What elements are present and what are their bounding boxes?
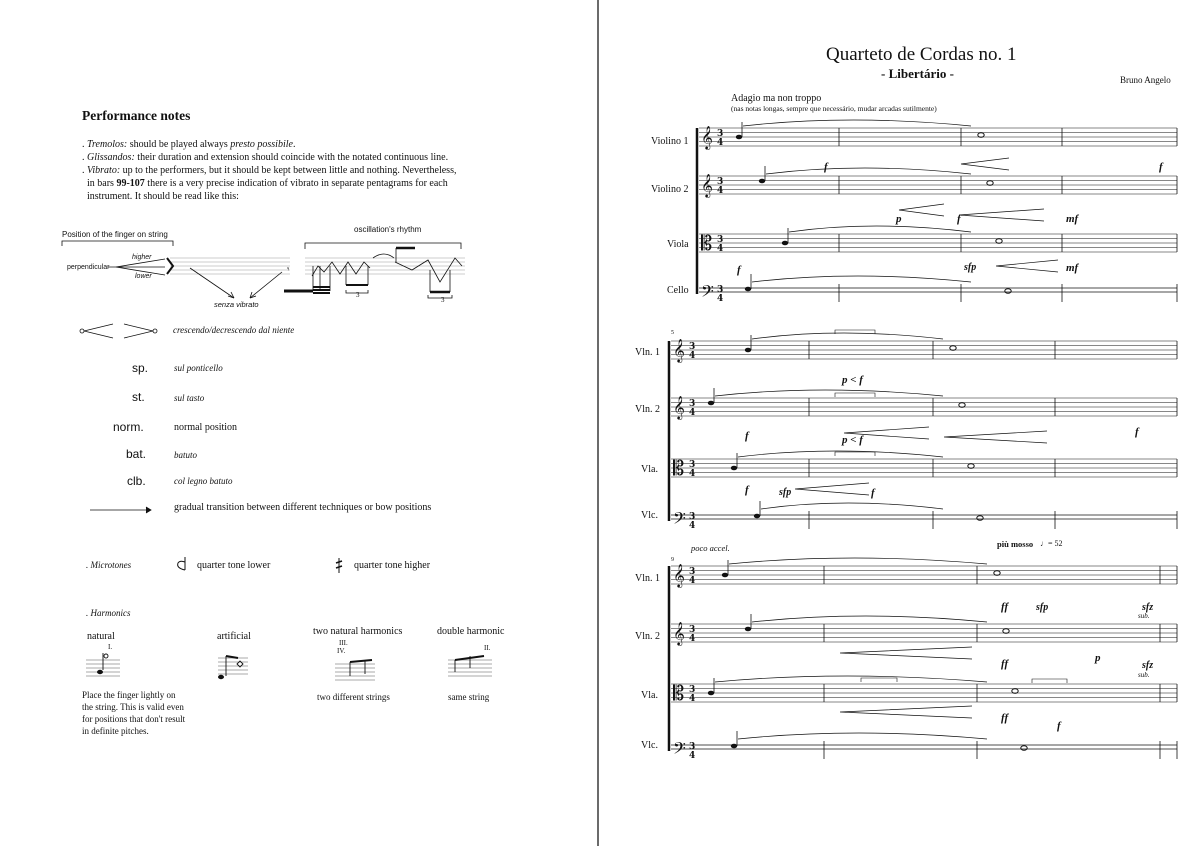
- harmonic-two-natural-roman-b: IV.: [337, 647, 346, 655]
- note-vibrato-line2: in bars 99-107 there is a very precise indication of vibrato in separate pentagrams for each: [87, 178, 448, 189]
- time-signature: 3: [717, 129, 724, 139]
- technique-abbr-st: st.: [132, 390, 145, 404]
- clef-icon: 𝄡: [673, 456, 685, 480]
- dyn-sfp-3: sfp: [1036, 602, 1049, 613]
- time-signature: 4: [717, 244, 724, 254]
- time-signature: 4: [689, 634, 696, 644]
- dyn-p-1: p: [896, 213, 902, 225]
- slur: [766, 168, 971, 174]
- time-signature: 4: [717, 138, 724, 148]
- dyn-f-3: f: [957, 213, 961, 225]
- technique-desc-st: sul tasto: [174, 393, 205, 403]
- note-head: [745, 348, 751, 353]
- time-signature: 3: [689, 512, 696, 522]
- harmonic-two-natural-caption: two different strings: [317, 692, 390, 702]
- dyn-f-6: f: [1135, 426, 1139, 438]
- hairpin: [899, 204, 944, 216]
- note-head: [987, 181, 993, 186]
- hairpin: [840, 647, 972, 659]
- time-signature: 3: [689, 567, 696, 577]
- technique-abbr-clb: clb.: [127, 474, 146, 488]
- harmonics-label: . Harmonics: [86, 608, 131, 618]
- note-head: [754, 514, 760, 519]
- diagram-perpendicular: perpendicular: [67, 264, 110, 271]
- instrument-vla-sys2: Vla.: [641, 464, 658, 475]
- svg-text:𝄾: 𝄾: [287, 265, 290, 275]
- note-head: [736, 135, 742, 140]
- microtone-higher-desc: quarter tone higher: [354, 560, 431, 571]
- dyn-pf-1: p < f: [842, 374, 863, 386]
- instrument-vln1-sys2: Vln. 1: [635, 347, 660, 358]
- diagram-triplet-1: 3: [356, 291, 360, 299]
- time-signature: 4: [717, 186, 724, 196]
- triplet-bracket: [1032, 679, 1067, 683]
- clef-icon: 𝄡: [701, 231, 713, 255]
- dyn-sfz-2: sfz: [1142, 660, 1154, 671]
- note-head: [759, 179, 765, 184]
- time-signature: 3: [689, 625, 696, 635]
- note-head: [745, 627, 751, 632]
- harmonic-double-roman: II.: [484, 644, 491, 652]
- tempo-change: più mosso: [997, 539, 1034, 549]
- hairpin: [996, 260, 1058, 272]
- dyn-p-2: p: [1095, 652, 1101, 664]
- harmonic-artificial-label: artificial: [217, 631, 251, 642]
- accel-marking: poco accel.: [691, 543, 730, 553]
- time-signature: 3: [689, 742, 696, 752]
- clef-icon: 𝄞: [701, 125, 713, 149]
- note-head: [731, 744, 737, 749]
- slur: [715, 676, 987, 682]
- instrument-violino-1: Violino 1: [651, 136, 689, 147]
- slur: [715, 390, 943, 396]
- triplet-bracket: [835, 452, 875, 456]
- technique-abbr-norm: norm.: [113, 420, 144, 434]
- dyn-sub-2: sub.: [1138, 671, 1150, 679]
- note-vibrato-line3: instrument. It should be read like this:: [87, 191, 239, 202]
- microtone-lower-desc: quarter tone lower: [197, 560, 271, 571]
- clef-icon: 𝄢: [673, 508, 686, 532]
- slur: [752, 333, 943, 339]
- measure-number-9: 9: [671, 557, 674, 563]
- hairpin: [844, 427, 929, 439]
- instrument-vlc-sys3: Vlc.: [641, 740, 658, 751]
- clef-icon: 𝄞: [673, 563, 685, 587]
- time-signature: 4: [689, 521, 696, 531]
- technique-desc-norm: normal position: [174, 422, 238, 433]
- harmonic-two-natural-label: two natural harmonics: [313, 626, 403, 637]
- instrument-cello: Cello: [667, 285, 689, 296]
- dyn-ff-1: ff: [1001, 601, 1009, 613]
- hairpin: [961, 158, 1009, 170]
- dyn-f-2: f: [1159, 161, 1163, 173]
- diagram-lower: lower: [135, 273, 152, 280]
- harmonic-note-4: in definite pitches.: [82, 726, 149, 736]
- clef-icon: 𝄞: [673, 338, 685, 362]
- score-notation: [599, 0, 1197, 846]
- diagram-higher: higher: [132, 254, 152, 261]
- tempo-marking: Adagio ma non troppo: [731, 93, 822, 104]
- dyn-pf-2: p < f: [842, 434, 863, 446]
- harmonic-natural-roman: I.: [108, 643, 113, 651]
- time-signature: 3: [717, 177, 724, 187]
- score-title: Quarteto de Cordas no. 1: [826, 44, 1017, 65]
- note-head: [1012, 689, 1018, 694]
- harmonic-double-label: double harmonic: [437, 626, 505, 637]
- harmonic-natural-label: natural: [87, 631, 115, 642]
- dyn-f-8: f: [871, 487, 875, 499]
- instrument-vla-sys3: Vla.: [641, 690, 658, 701]
- note-head: [950, 346, 956, 351]
- note-head: [959, 403, 965, 408]
- dyn-mf-1: mf: [1066, 213, 1079, 225]
- hairpin: [795, 483, 869, 495]
- harmonic-note-2: the string. This is valid even: [82, 702, 184, 712]
- diagram-finger-label: Position of the finger on string: [62, 230, 168, 239]
- clef-icon: 𝄞: [673, 621, 685, 645]
- technique-desc-bat: batuto: [174, 450, 198, 460]
- dyn-f-9: f: [1057, 720, 1061, 732]
- instrument-violino-2: Violino 2: [651, 184, 689, 195]
- slur: [729, 558, 987, 564]
- tempo-note: (nas notas longas, sempre que necessário, mudar arcadas sutilmente): [731, 104, 937, 113]
- triplet-bracket: [835, 393, 875, 397]
- hairpin: [959, 209, 1044, 221]
- note-glissandos: . Glissandos: their duration and extension should coincide with the notated continuous line.: [82, 152, 449, 163]
- measure-number-5: 5: [671, 330, 674, 336]
- instrument-viola: Viola: [667, 239, 689, 250]
- note-head: [722, 573, 728, 578]
- hairpin: [944, 431, 1047, 443]
- slur: [752, 276, 971, 282]
- time-signature: 4: [689, 576, 696, 586]
- technique-desc-clb: col legno batuto: [174, 476, 233, 486]
- dyn-ff-2: ff: [1001, 658, 1009, 670]
- note-head: [977, 516, 983, 521]
- instrument-vlc-sys2: Vlc.: [641, 510, 658, 521]
- clef-icon: 𝄡: [673, 681, 685, 705]
- time-signature: 3: [689, 399, 696, 409]
- diagram-senza-vibrato: senza vibrato: [214, 300, 259, 309]
- performance-notes-page: [0, 0, 597, 846]
- diagram-oscillation: oscillation's rhythm: [354, 225, 422, 234]
- hairpin: [840, 706, 972, 718]
- clef-icon: 𝄢: [701, 281, 714, 305]
- dyn-sfz-1: sfz: [1142, 602, 1154, 613]
- slur: [752, 616, 987, 622]
- dyn-sfp-2: sfp: [779, 487, 792, 498]
- note-head: [996, 239, 1002, 244]
- note-tremolos: . Tremolos: should be played always presto possibile.: [82, 139, 296, 150]
- note-head: [708, 401, 714, 406]
- note-head: [745, 287, 751, 292]
- dyn-sfp-1: sfp: [964, 262, 977, 273]
- slur: [743, 120, 971, 126]
- harmonic-two-natural-roman-a: III.: [339, 639, 348, 647]
- time-signature: 3: [689, 342, 696, 352]
- technique-abbr-bat: bat.: [126, 447, 147, 461]
- harmonic-note-1: Place the finger lightly on: [82, 690, 176, 700]
- triplet-bracket: [861, 678, 897, 682]
- diagram-triplet-2: 3: [441, 296, 445, 304]
- time-signature: 4: [689, 751, 696, 761]
- instrument-vln2-sys2: Vln. 2: [635, 404, 660, 415]
- slur: [761, 503, 943, 509]
- page-title: Performance notes: [82, 108, 191, 123]
- harmonic-note-3: for positions that don't result: [82, 714, 186, 724]
- note-head: [968, 464, 974, 469]
- note-head: [978, 133, 984, 138]
- metronome-mark: ♩= 52: [1040, 539, 1063, 548]
- harmonic-double-caption: same string: [448, 692, 490, 702]
- technique-desc-sp: sul ponticello: [174, 363, 223, 373]
- clef-icon: 𝄢: [673, 738, 686, 762]
- note-vibrato: . Vibrato: up to the performers, but it should be kept between little and nothing. Nevertheless,: [82, 165, 457, 176]
- note-head: [1005, 289, 1011, 294]
- time-signature: 4: [689, 351, 696, 361]
- note-head: [708, 691, 714, 696]
- note-head: [1003, 629, 1009, 634]
- dyn-sub-1: sub.: [1138, 612, 1150, 620]
- clef-icon: 𝄞: [701, 173, 713, 197]
- slur: [738, 733, 987, 739]
- note-head: [782, 241, 788, 246]
- time-signature: 4: [689, 694, 696, 704]
- dyn-mf-2: mf: [1066, 262, 1079, 274]
- dyn-f-7: f: [745, 484, 749, 496]
- dyn-f-1: f: [824, 161, 828, 173]
- dyn-ff-3: ff: [1001, 712, 1009, 724]
- microtones-label: . Microtones: [86, 560, 132, 570]
- score-page: [599, 0, 1197, 846]
- composer: Bruno Angelo: [1120, 75, 1171, 85]
- dynamics-desc: crescendo/decrescendo dal niente: [173, 325, 295, 335]
- note-head: [731, 466, 737, 471]
- instrument-vln1-sys3: Vln. 1: [635, 573, 660, 584]
- time-signature: 3: [717, 285, 724, 295]
- time-signature: 3: [717, 235, 724, 245]
- slur: [789, 226, 971, 232]
- instrument-vln2-sys3: Vln. 2: [635, 631, 660, 642]
- dyn-f-4: f: [737, 264, 741, 276]
- time-signature: 4: [689, 408, 696, 418]
- time-signature: 4: [717, 294, 724, 304]
- technique-abbr-sp: sp.: [132, 361, 149, 375]
- time-signature: 3: [689, 460, 696, 470]
- time-signature: 3: [689, 685, 696, 695]
- note-head: [994, 571, 1000, 576]
- score-subtitle: - Libertário -: [881, 66, 954, 81]
- transition-desc: gradual transition between different techniques or bow positions: [174, 502, 432, 513]
- clef-icon: 𝄞: [673, 395, 685, 419]
- dyn-f-5: f: [745, 430, 749, 442]
- time-signature: 4: [689, 469, 696, 479]
- note-head: [1021, 746, 1027, 751]
